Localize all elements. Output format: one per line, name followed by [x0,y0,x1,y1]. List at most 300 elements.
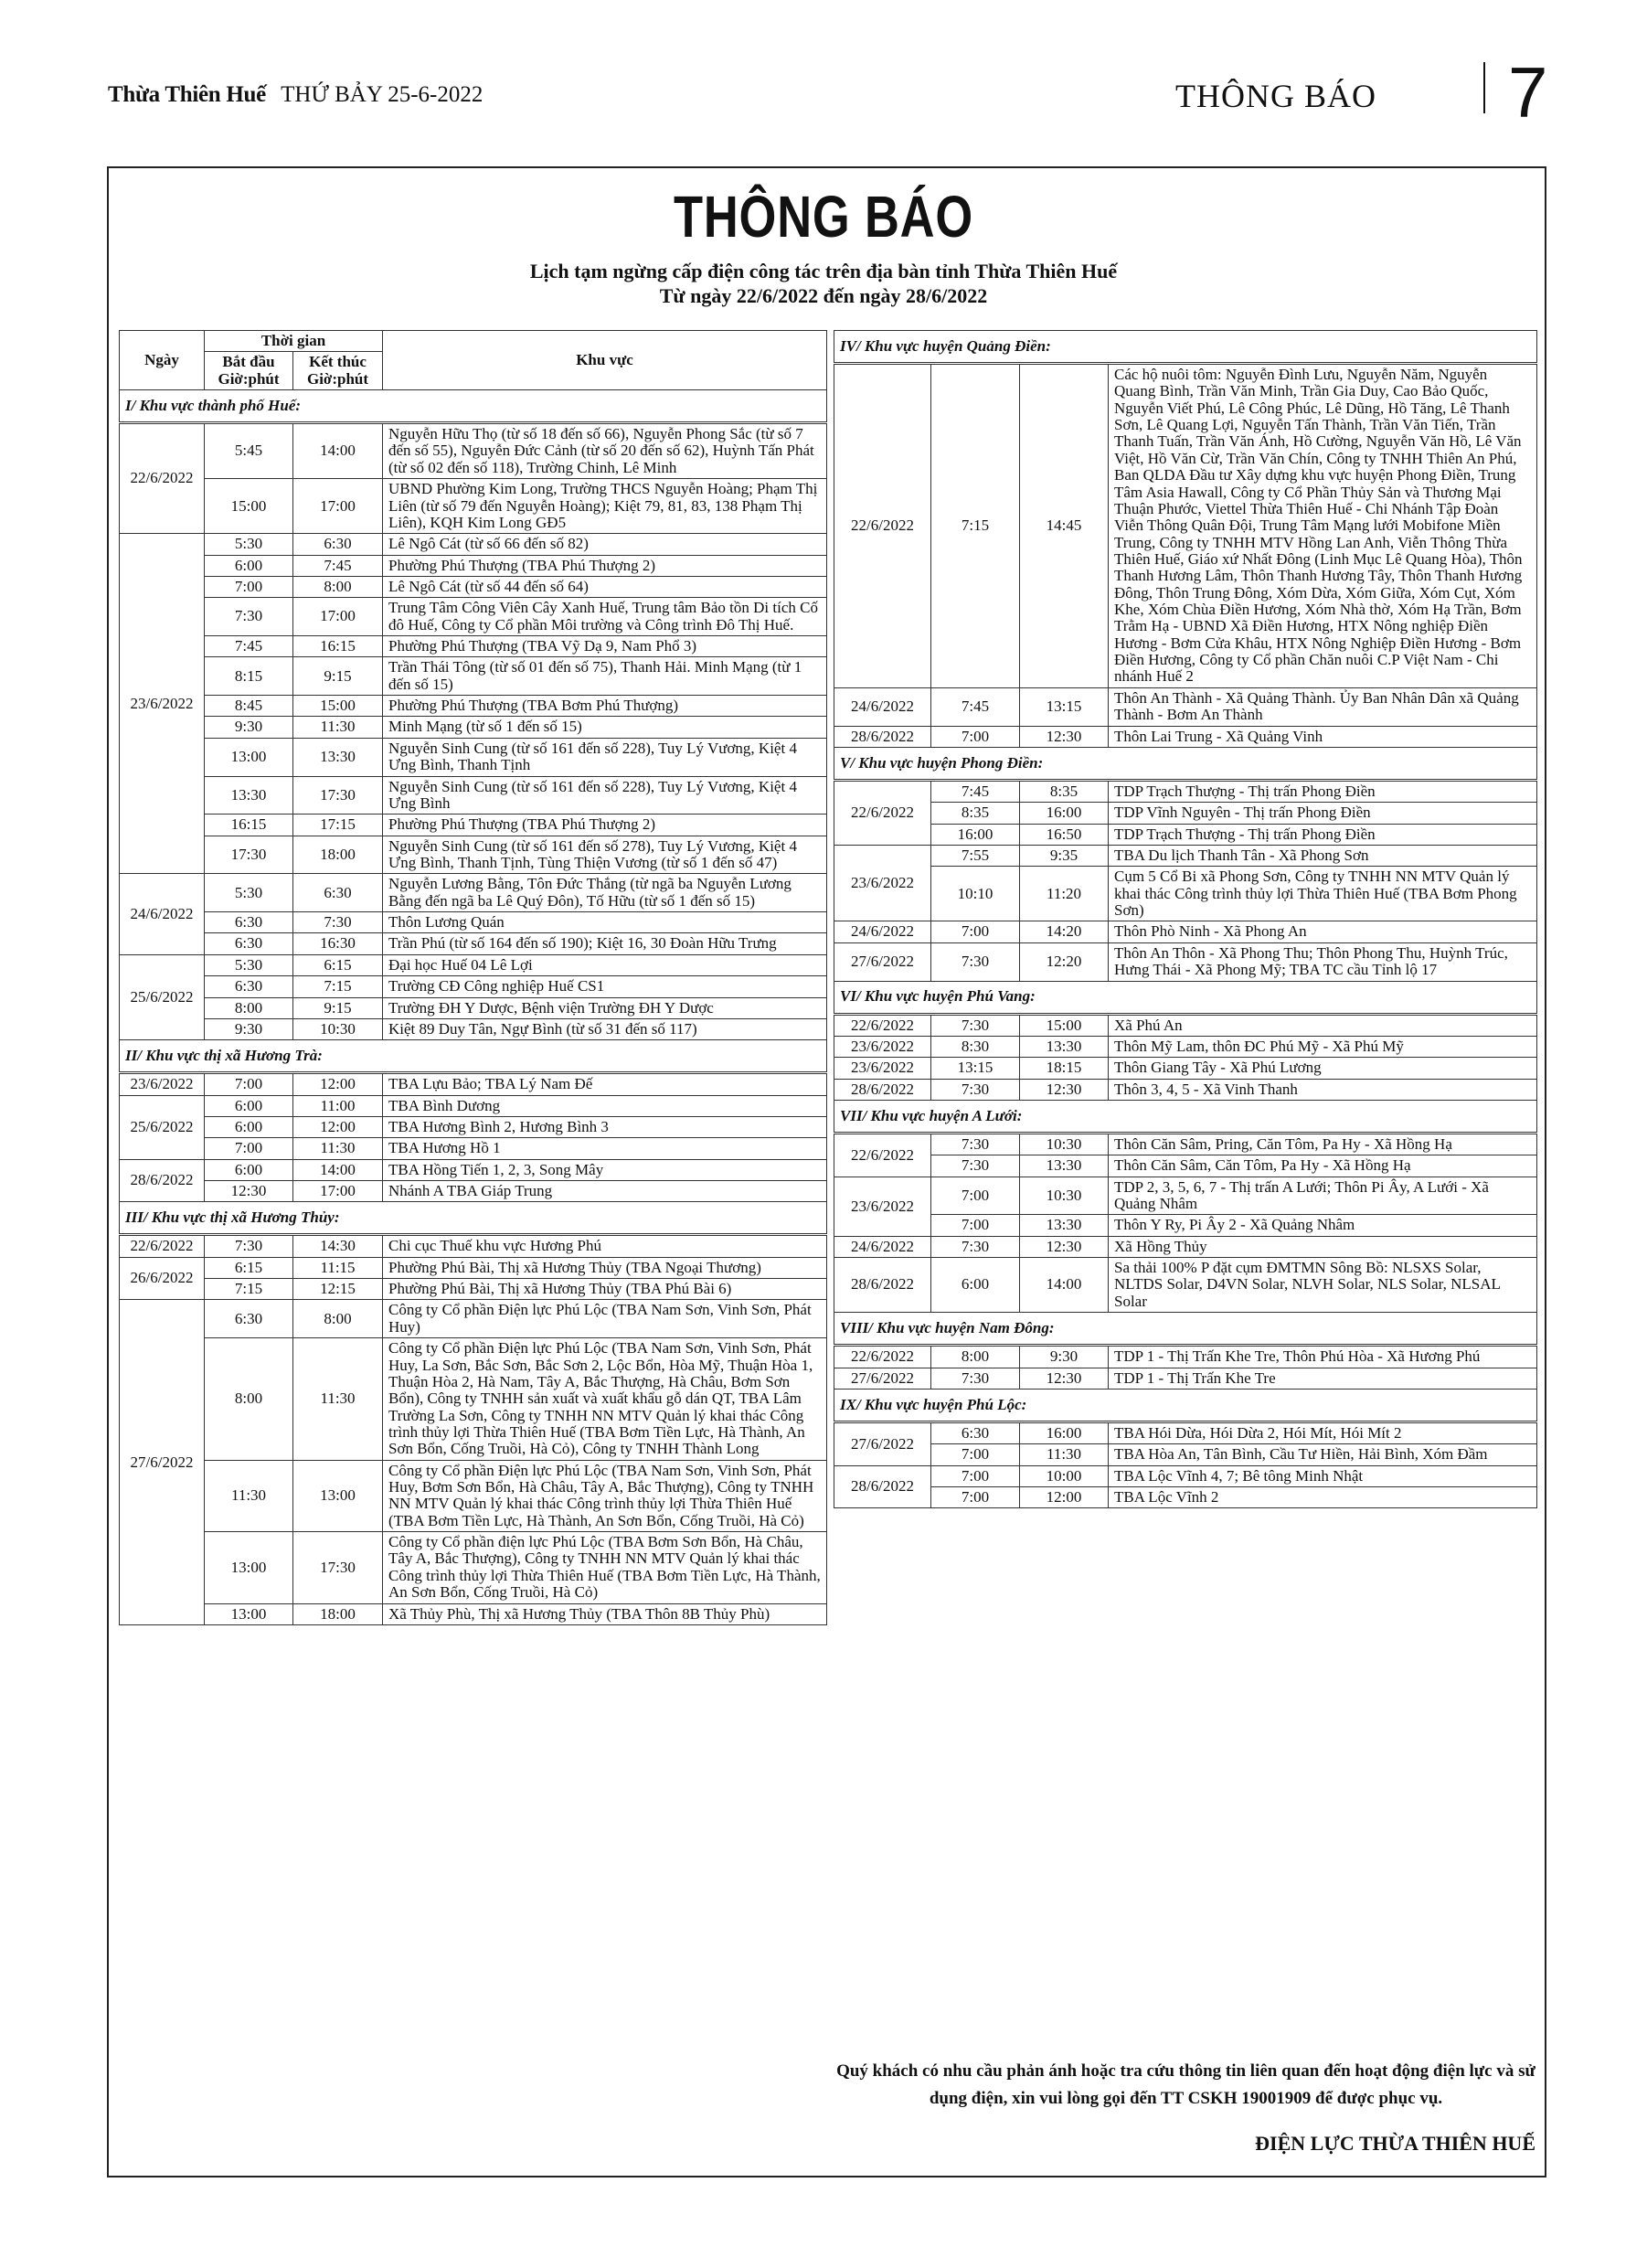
header-time: Thời gian [205,331,383,352]
cell-end: 10:30 [1020,1177,1109,1215]
cell-area: Thôn An Thành - Xã Quảng Thành. Ủy Ban Nhân Dân xã Quảng Thành - Bơm An Thành [1109,687,1537,726]
cell-area: Trường CĐ Công nghiệp Huế CS1 [383,976,827,997]
section-row [834,747,1537,780]
cell-start: 5:30 [205,534,293,555]
cell-area: Trung Tâm Công Viên Cây Xanh Huế, Trung tâm Bảo tồn Di tích Cố đô Huế, Công ty Cổ phần Môi trường và Công trình Đô Thị Huế. [383,598,827,636]
table-row [834,687,1537,726]
cell-date: 23/6/2022 [834,1058,931,1079]
cell-end: 10:30 [1020,1133,1109,1155]
cell-start: 6:30 [205,912,293,933]
table-row [120,1116,827,1137]
table-row [834,1486,1537,1507]
section-title: THÔNG BÁO [1175,78,1376,114]
cell-area: Phường Phú Thượng (TBA Bơm Phú Thượng) [383,696,827,717]
table-row [834,824,1537,845]
cell-area: Kiệt 89 Duy Tân, Ngự Bình (từ số 31 đến số 117) [383,1018,827,1039]
cell-area: Sa thải 100% P đặt cụm ĐMTMN Sông Bồ: NLSXS Solar, NLTDS Solar, D4VN Solar, NLVH Solar, NLS Solar, NLSAL Solar [1109,1258,1537,1313]
cell-start: 7:55 [931,845,1020,866]
masthead [108,82,483,108]
cell-area: Phường Phú Bài, Thị xã Hương Thủy (TBA Phú Bài 6) [383,1279,827,1300]
section-row [834,331,1537,364]
table-row [120,1603,827,1624]
table-row [120,657,827,696]
section-row [834,1313,1537,1346]
cell-end: 17:30 [293,1532,383,1603]
cell-start: 7:00 [931,1177,1020,1215]
section-row [834,1389,1537,1421]
cell-end: 11:30 [293,1138,383,1159]
table-row [120,976,827,997]
table-row [834,1014,1537,1036]
notice-subtitle: Lịch tạm ngừng cấp điện công tác trên địa bàn tỉnh Thừa Thiên Huế [529,260,1118,282]
table-row [834,1079,1537,1100]
cell-end: 12:30 [1020,1236,1109,1257]
table-row [120,836,827,874]
cell-end: 9:15 [293,997,383,1018]
cell-area: Phường Phú Bài, Thị xã Hương Thủy (TBA Ngoại Thương) [383,1257,827,1278]
cell-start: 7:30 [205,598,293,636]
cell-end: 14:30 [293,1235,383,1257]
cell-area: Phường Phú Thượng (TBA Vỹ Dạ 9, Nam Phổ 3) [383,636,827,657]
cell-start: 9:30 [205,1018,293,1039]
cell-area: TBA Hương Hồ 1 [383,1138,827,1159]
cell-end: 14:00 [293,1159,383,1180]
section-title: III/ Khu vực thị xã Hương Thủy: [120,1202,827,1235]
cell-date: 26/6/2022 [120,1257,205,1300]
cell-end: 14:00 [293,423,383,479]
cell-date: 23/6/2022 [834,1036,931,1057]
header-start: Bắt đầu Giờ:phút [205,352,293,390]
header-end: Kết thúc Giờ:phút [293,352,383,390]
cell-area: Thôn Lương Quán [383,912,827,933]
cell-date: 23/6/2022 [834,845,931,921]
cell-end: 14:20 [1020,921,1109,942]
cell-start: 8:00 [205,997,293,1018]
cell-area: Phường Phú Thượng (TBA Phú Thượng 2) [383,555,827,576]
cell-area: Thôn 3, 4, 5 - Xã Vinh Thanh [1109,1079,1537,1100]
cell-area: Nguyễn Lương Bằng, Tôn Đức Thắng (từ ngã ba Nguyễn Lương Bằng đến ngã ba Lê Quý Đôn), Tố Hữu (từ số 1 đến số 15) [383,874,827,912]
cell-start: 6:00 [205,1095,293,1116]
cell-start: 6:00 [205,1159,293,1180]
cell-start: 13:00 [205,1603,293,1624]
cell-date: 27/6/2022 [834,1368,931,1389]
cell-end: 17:00 [293,479,383,534]
table-row [834,1215,1537,1236]
table-row [834,845,1537,866]
cell-start: 7:00 [931,1215,1020,1236]
cell-end: 7:45 [293,555,383,576]
cell-area: Trần Phú (từ số 164 đến số 190); Kiệt 16, 30 Đoàn Hữu Trưng [383,933,827,954]
cell-start: 7:15 [931,364,1020,688]
cell-end: 18:15 [1020,1058,1109,1079]
section-title: V/ Khu vực huyện Phong Điền: [834,747,1537,780]
cell-end: 13:30 [1020,1036,1109,1057]
cell-end: 8:00 [293,576,383,597]
cell-end: 15:00 [1020,1014,1109,1036]
cell-start: 13:00 [205,1532,293,1603]
cell-date: 24/6/2022 [834,921,931,942]
table-row [120,479,827,534]
cell-start: 7:00 [931,1486,1020,1507]
cell-end: 8:35 [1020,780,1109,802]
table-row [120,1181,827,1202]
table-row [120,1532,827,1603]
cell-date: 22/6/2022 [834,1014,931,1036]
cell-area: TBA Hòa An, Tân Bình, Cầu Tư Hiền, Hải Bình, Xóm Đầm [1109,1444,1537,1465]
cell-start: 9:30 [205,717,293,738]
cell-end: 12:00 [1020,1486,1109,1507]
cell-end: 18:00 [293,1603,383,1624]
section-row [120,390,827,423]
cell-date: 25/6/2022 [120,954,205,1039]
schedule-table-right [834,330,1537,1508]
cell-start: 13:00 [205,738,293,776]
cell-area: TDP 1 - Thị Trấn Khe Tre [1109,1368,1537,1389]
cell-end: 7:15 [293,976,383,997]
cell-area: Thôn Mỹ Lam, thôn ĐC Phú Mỹ - Xã Phú Mỹ [1109,1036,1537,1057]
newspaper-name: Thừa Thiên Huế [108,82,266,107]
table-row [120,534,827,555]
table-row [120,696,827,717]
table-row [834,1421,1537,1443]
cell-area: Công ty Cổ phần Điện lực Phú Lộc (TBA Nam Sơn, Vinh Sơn, Phát Huy) [383,1300,827,1338]
cell-area: Nhánh A TBA Giáp Trung [383,1181,827,1202]
cell-start: 12:30 [205,1181,293,1202]
cell-area: Công ty Cổ phần điện lực Phú Lộc (TBA Bơm Sơn Bổn, Hà Châu, Tây A, Bắc Thượng), Công ty TNHH NN MTV Quản lý khai thác Công trình thủy lợi Thừa Thiên Huế (TBA Bơm Tiền Lực, Hà Thành, An Sơn Bổn, Cống Truồi, Hà Cỏ) [383,1532,827,1603]
table-row [120,1138,827,1159]
cell-date: 24/6/2022 [120,874,205,954]
cell-start: 7:00 [205,576,293,597]
cell-area: Thôn Căn Sâm, Pring, Căn Tôm, Pa Hy - Xã Hồng Hạ [1109,1133,1537,1155]
cell-date: 27/6/2022 [120,1300,205,1624]
cell-end: 13:15 [1020,687,1109,726]
cell-area: TBA Lộc Vĩnh 4, 7; Bê tông Minh Nhật [1109,1465,1537,1486]
cell-start: 7:30 [931,1079,1020,1100]
cell-end: 16:30 [293,933,383,954]
cell-date: 28/6/2022 [834,1258,931,1313]
cell-start: 16:15 [205,815,293,836]
cell-area: Nguyễn Hữu Thọ (từ số 18 đến số 66), Nguyễn Phong Sắc (từ số 7 đến số 55), Nguyễn Đức Cảnh (từ số 20 đến số 62), Huỳnh Tấn Phát (từ số 02 đến số 118), Trường Chinh, Lê Minh [383,423,827,479]
cell-start: 6:30 [931,1421,1020,1443]
cell-start: 6:00 [205,1116,293,1137]
table-row [120,1257,827,1278]
cell-area: Công ty Cổ phần Điện lực Phú Lộc (TBA Nam Sơn, Vinh Sơn, Phát Huy, Bơm Sơn Bổn, Hà Châu, Tây A, Bắc Thượng), Công ty TNHH NN MTV Quản lý khai thác Công trình thủy lợi Thừa Thiên Huế (TBA Bơm Tiền Lực, Hà Thành, An Sơn Bổn, Cống Truồi, Hà Cỏ) [383,1460,827,1531]
cell-start: 8:00 [205,1338,293,1461]
cell-end: 13:30 [1020,1155,1109,1177]
cell-area: TDP Vĩnh Nguyên - Thị trấn Phong Điền [1109,803,1537,824]
cell-area: TBA Bình Dương [383,1095,827,1116]
table-row [834,921,1537,942]
cell-area: UBND Phường Kim Long, Trường THCS Nguyễn Hoàng; Phạm Thị Liên (từ số 79 đến Nguyễn Hoàng); Kiệt 79, 81, 83, 138 Phạm Thị Liên), KQH Kim Long GĐ5 [383,479,827,534]
table-row [834,1177,1537,1215]
table-row [120,1279,827,1300]
cell-end: 16:00 [1020,803,1109,824]
section-title: VII/ Khu vực huyện A Lưới: [834,1100,1537,1133]
cell-area: Đại học Huế 04 Lê Lợi [383,954,827,975]
cell-date: 22/6/2022 [834,364,931,688]
table-row [834,1444,1537,1465]
table-row [120,576,827,597]
cell-start: 8:45 [205,696,293,717]
table-row [834,1346,1537,1368]
cell-end: 6:30 [293,534,383,555]
table-row [834,1465,1537,1486]
section-title: II/ Khu vực thị xã Hương Trà: [120,1040,827,1073]
cell-end: 14:00 [1020,1258,1109,1313]
cell-area: Thôn Lai Trung - Xã Quảng Vinh [1109,726,1537,747]
section-row [834,981,1537,1014]
cell-start: 7:45 [931,780,1020,802]
cell-date: 23/6/2022 [834,1177,931,1236]
cell-start: 15:00 [205,479,293,534]
cell-area: TBA Hồng Tiến 1, 2, 3, Song Mây [383,1159,827,1180]
table-row [120,636,827,657]
schedule-body-right [834,331,1537,1508]
cell-end: 11:30 [1020,1444,1109,1465]
cell-end: 13:30 [293,738,383,776]
cell-start: 7:30 [931,1155,1020,1177]
cell-date: 23/6/2022 [120,1073,205,1095]
cell-area: TDP Trạch Thượng - Thị trấn Phong Điền [1109,824,1537,845]
table-row [120,815,827,836]
cell-end: 12:00 [293,1073,383,1095]
cell-end: 16:15 [293,636,383,657]
table-row [120,912,827,933]
table-row [120,555,827,576]
cell-date: 28/6/2022 [834,1079,931,1100]
cell-start: 11:30 [205,1460,293,1531]
cell-date: 28/6/2022 [834,726,931,747]
header-divider [1483,62,1485,113]
table-row [834,1368,1537,1389]
table-row [834,942,1537,981]
cell-date: 27/6/2022 [834,1421,931,1465]
cell-start: 8:15 [205,657,293,696]
cell-area: Lê Ngô Cát (từ số 66 đến số 82) [383,534,827,555]
cell-end: 10:00 [1020,1465,1109,1486]
cell-date: 27/6/2022 [834,942,931,981]
issue-date: THỨ BẢY 25-6-2022 [281,82,483,107]
table-row [120,423,827,479]
table-row [120,1300,827,1338]
cell-end: 8:00 [293,1300,383,1338]
table-row [120,933,827,954]
cell-start: 10:10 [931,867,1020,921]
header-area: Khu vực [383,331,827,390]
cell-area: Trần Thái Tông (từ số 01 đến số 75), Thanh Hải. Minh Mạng (từ 1 đến số 15) [383,657,827,696]
cell-end: 13:30 [1020,1215,1109,1236]
cell-start: 7:30 [931,942,1020,981]
table-row [120,1338,827,1461]
cell-start: 6:15 [205,1257,293,1278]
cell-area: Chi cục Thuế khu vực Hương Phú [383,1235,827,1257]
cell-date: 24/6/2022 [834,687,931,726]
table-row [120,1018,827,1039]
cell-area: Nguyễn Sinh Cung (từ số 161 đến số 228), Tuy Lý Vương, Kiệt 4 Ưng Bình, Thanh Tịnh [383,738,827,776]
table-row [120,1460,827,1531]
section-row [120,1040,827,1073]
table-row [120,1159,827,1180]
table-row [120,997,827,1018]
cell-end: 17:00 [293,598,383,636]
cell-date: 23/6/2022 [120,534,205,874]
cell-start: 16:00 [931,824,1020,845]
cell-start: 7:45 [931,687,1020,726]
cell-start: 7:30 [205,1235,293,1257]
cell-area: TBA Lộc Vĩnh 2 [1109,1486,1537,1507]
cell-end: 11:15 [293,1257,383,1278]
cell-area: Minh Mạng (từ số 1 đến số 15) [383,717,827,738]
cell-end: 17:15 [293,815,383,836]
cell-end: 6:15 [293,954,383,975]
section-row [834,1100,1537,1133]
cell-start: 7:30 [931,1133,1020,1155]
cell-area: Cụm 5 Cổ Bi xã Phong Sơn, Công ty TNHH NN MTV Quản lý khai thác Công trình thủy lợi Thừa Thiên Huế (TBA Bơm Phong Sơn) [1109,867,1537,921]
cell-date: 28/6/2022 [834,1465,931,1508]
header-date: Ngày [120,331,205,390]
cell-start: 5:30 [205,874,293,912]
cell-start: 6:30 [205,1300,293,1338]
contact-note: Quý khách có nhu cầu phản ánh hoặc tra cứu thông tin liên quan đến hoạt động điện lực và sử dụng điện, xin vui lòng gọi đến TT CSKH 19001909 để được phục vụ. [836,2061,1535,2108]
cell-area: TDP 2, 3, 5, 6, 7 - Thị trấn A Lưới; Thôn Pi Ây, A Lưới - Xã Quảng Nhâm [1109,1177,1537,1215]
cell-area: TBA Lựu Bảo; TBA Lý Nam Đế [383,1073,827,1095]
cell-end: 7:30 [293,912,383,933]
cell-end: 13:00 [293,1460,383,1531]
cell-date: 22/6/2022 [834,1346,931,1368]
cell-end: 12:30 [1020,726,1109,747]
cell-date: 28/6/2022 [120,1159,205,1202]
cell-area: Xã Thủy Phù, Thị xã Hương Thủy (TBA Thôn 8B Thủy Phù) [383,1603,827,1624]
cell-end: 9:30 [1020,1346,1109,1368]
cell-end: 6:30 [293,874,383,912]
cell-start: 7:30 [931,1014,1020,1036]
cell-end: 9:35 [1020,845,1109,866]
cell-date: 22/6/2022 [120,1235,205,1257]
cell-area: TBA Hói Dừa, Hói Dừa 2, Hói Mít, Hói Mít 2 [1109,1421,1537,1443]
cell-date: 22/6/2022 [834,780,931,845]
cell-end: 9:15 [293,657,383,696]
table-row [120,717,827,738]
schedule-body-left [120,390,827,1625]
section-title: IX/ Khu vực huyện Phú Lộc: [834,1389,1537,1421]
cell-end: 17:30 [293,776,383,815]
cell-end: 10:30 [293,1018,383,1039]
cell-area: Thôn Giang Tây - Xã Phú Lương [1109,1058,1537,1079]
cell-end: 14:45 [1020,364,1109,688]
table-row [120,776,827,815]
section-title: IV/ Khu vực huyện Quảng Điền: [834,331,1537,364]
cell-start: 6:30 [205,933,293,954]
section-title: I/ Khu vực thành phố Huế: [120,390,827,423]
signature: ĐIỆN LỰC THỪA THIÊN HUẾ [1255,2132,1535,2155]
cell-start: 13:30 [205,776,293,815]
cell-start: 8:35 [931,803,1020,824]
cell-end: 18:00 [293,836,383,874]
cell-start: 7:45 [205,636,293,657]
cell-area: Nguyễn Sinh Cung (từ số 161 đến số 228), Tuy Lý Vương, Kiệt 4 Ưng Bình [383,776,827,815]
cell-end: 16:50 [1020,824,1109,845]
cell-area: Xã Hồng Thủy [1109,1236,1537,1257]
cell-start: 7:00 [205,1138,293,1159]
cell-area: Thôn An Thôn - Xã Phong Thu; Thôn Phong Thu, Huỳnh Trúc, Hưng Thái - Xã Phong Mỹ; TBA TC cầu Tỉnh lộ 17 [1109,942,1537,981]
table-row [120,954,827,975]
cell-area: Xã Phú An [1109,1014,1537,1036]
table-row [834,1036,1537,1057]
cell-start: 6:00 [205,555,293,576]
cell-start: 7:30 [931,1236,1020,1257]
table-row [834,1236,1537,1257]
cell-area: TBA Hương Bình 2, Hương Bình 3 [383,1116,827,1137]
cell-start: 13:15 [931,1058,1020,1079]
cell-end: 12:15 [293,1279,383,1300]
cell-area: Lê Ngô Cát (từ số 44 đến số 64) [383,576,827,597]
cell-end: 15:00 [293,696,383,717]
cell-area: TBA Du lịch Thanh Tân - Xã Phong Sơn [1109,845,1537,866]
table-row [834,1058,1537,1079]
cell-end: 12:00 [293,1116,383,1137]
notice-date-range: Từ ngày 22/6/2022 đến ngày 28/6/2022 [659,284,988,307]
table-row [120,1095,827,1116]
page-number: 7 [1508,52,1548,133]
cell-start: 7:00 [931,1444,1020,1465]
cell-end: 11:30 [293,717,383,738]
cell-start: 5:45 [205,423,293,479]
cell-area: Các hộ nuôi tôm: Nguyễn Đình Lưu, Nguyễn Năm, Nguyễn Quang Bình, Trần Văn Minh, Trần Gia Duy, Cao Bảo Quốc, Nguyễn Viết Phú, Lê Công Phúc, Lê Dũng, Hồ Tăng, Lê Thanh Sơn, Lê Quang Lợi, Nguyễn Tấn Thành, Trần Văn Tiến, Trần Thanh Tuấn, Trần Văn Ánh, Hồ Cường, Nguyễn Văn Hồ, Lê Văn Việt, Hồ Văn Cừ, Trần Văn Chín, Công ty TNHH Thiên An Phú, Ban QLDA Đầu tư Xây dựng khu vực huyện Phong Điền, Trung Tâm Asia Hawall, Công ty Cổ Phần Thủy Sản và Thương Mại Thuận Phước, Viettel Thừa Thiên Huế - Chi Nhánh Tập Đoàn Viễn Thông Quân Đội, Trung Tâm Mạng lưới Mobifone Miền Trung, Công ty TNHH MTV Hồng Lan Anh, Viễn Thông Thừa Thiên Huế, Giáo xứ Nhất Đông (Linh Mục Lê Quang Hòa), Thôn Thanh Hương Lâm, Thôn Thanh Hương Tây, Thôn Thanh Hương Đông, Thôn Trung Đông, Xóm Dừa, Xóm Giữa, Xóm Cụt, Xóm Khe, Xóm Chùa Điền Hương, Xóm Nhà thờ, Xóm Hạ Trần, Bơm Trằm Hạ - UBND Xã Điền Hương, HTX Nông nghiệp Điền Hương - Bơm Cửa Khâu, HTX Nông Nghiệp Điền Hương - Bơm Điền Hương, Công ty Cổ phần Chăn nuôi C.P Việt Nam - Chi nhánh Huế 2 [1109,364,1537,688]
cell-start: 6:30 [205,976,293,997]
cell-start: 6:00 [931,1258,1020,1313]
cell-end: 12:30 [1020,1079,1109,1100]
cell-start: 7:00 [931,921,1020,942]
cell-date: 24/6/2022 [834,1236,931,1257]
cell-date: 25/6/2022 [120,1095,205,1159]
table-row [834,1155,1537,1177]
cell-date: 22/6/2022 [834,1133,931,1177]
cell-area: Thôn Căn Sâm, Căn Tôm, Pa Hy - Xã Hồng Hạ [1109,1155,1537,1177]
table-row [834,803,1537,824]
cell-area: TDP 1 - Thị Trấn Khe Tre, Thôn Phú Hòa - Xã Hương Phú [1109,1346,1537,1368]
table-row [834,780,1537,802]
cell-start: 7:30 [931,1368,1020,1389]
cell-area: Công ty Cổ phần Điện lực Phú Lộc (TBA Nam Sơn, Vinh Sơn, Phát Huy, La Sơn, Bắc Sơn, Bắc Sơn 2, Lộc Bổn, Hòa Mỹ, Thuận Hòa 1, Thuận Hòa 2, Hà Nam, Tây A, Bắc Thượng, Hà Châu, Bơm Sơn Bổn), Công ty TNHH sản xuất và xuất khẩu gỗ dán QT, TBA Lâm Trường La Sơn, Công ty TNHH NN MTV Quản lý khai thác Công trình thủy lợi Thừa Thiên Huế (TBA Bơm Tiền Lực, Hà Thành, An Sơn Bổn, Cống Truồi, Hà Cỏ), Công ty TNHH Thành Long [383,1338,827,1461]
cell-end: 11:00 [293,1095,383,1116]
cell-area: TDP Trạch Thượng - Thị trấn Phong Điền [1109,780,1537,802]
cell-end: 12:30 [1020,1368,1109,1389]
section-title: VI/ Khu vực huyện Phú Vang: [834,981,1537,1014]
table-row [834,1133,1537,1155]
table-row [120,874,827,912]
cell-start: 7:00 [931,1465,1020,1486]
cell-area: Thôn Y Ry, Pi Ây 2 - Xã Quảng Nhâm [1109,1215,1537,1236]
cell-area: Nguyễn Sinh Cung (từ số 161 đến số 278), Tuy Lý Vương, Kiệt 4 Ưng Bình, Thanh Tịnh, Tùng Thiện Vương (từ số 1 đến số 47) [383,836,827,874]
cell-area: Phường Phú Thượng (TBA Phú Thượng 2) [383,815,827,836]
table-row [834,1258,1537,1313]
cell-end: 16:00 [1020,1421,1109,1443]
section-row [120,1202,827,1235]
cell-start: 17:30 [205,836,293,874]
cell-date: 22/6/2022 [120,423,205,534]
table-row [120,738,827,776]
cell-end: 11:20 [1020,867,1109,921]
cell-start: 8:30 [931,1036,1020,1057]
cell-end: 17:00 [293,1181,383,1202]
table-row [834,726,1537,747]
cell-end: 11:30 [293,1338,383,1461]
table-row [120,1073,827,1095]
table-row [120,1235,827,1257]
cell-start: 7:00 [205,1073,293,1095]
cell-area: Thôn Phò Ninh - Xã Phong An [1109,921,1537,942]
schedule-table-left [119,330,827,1625]
